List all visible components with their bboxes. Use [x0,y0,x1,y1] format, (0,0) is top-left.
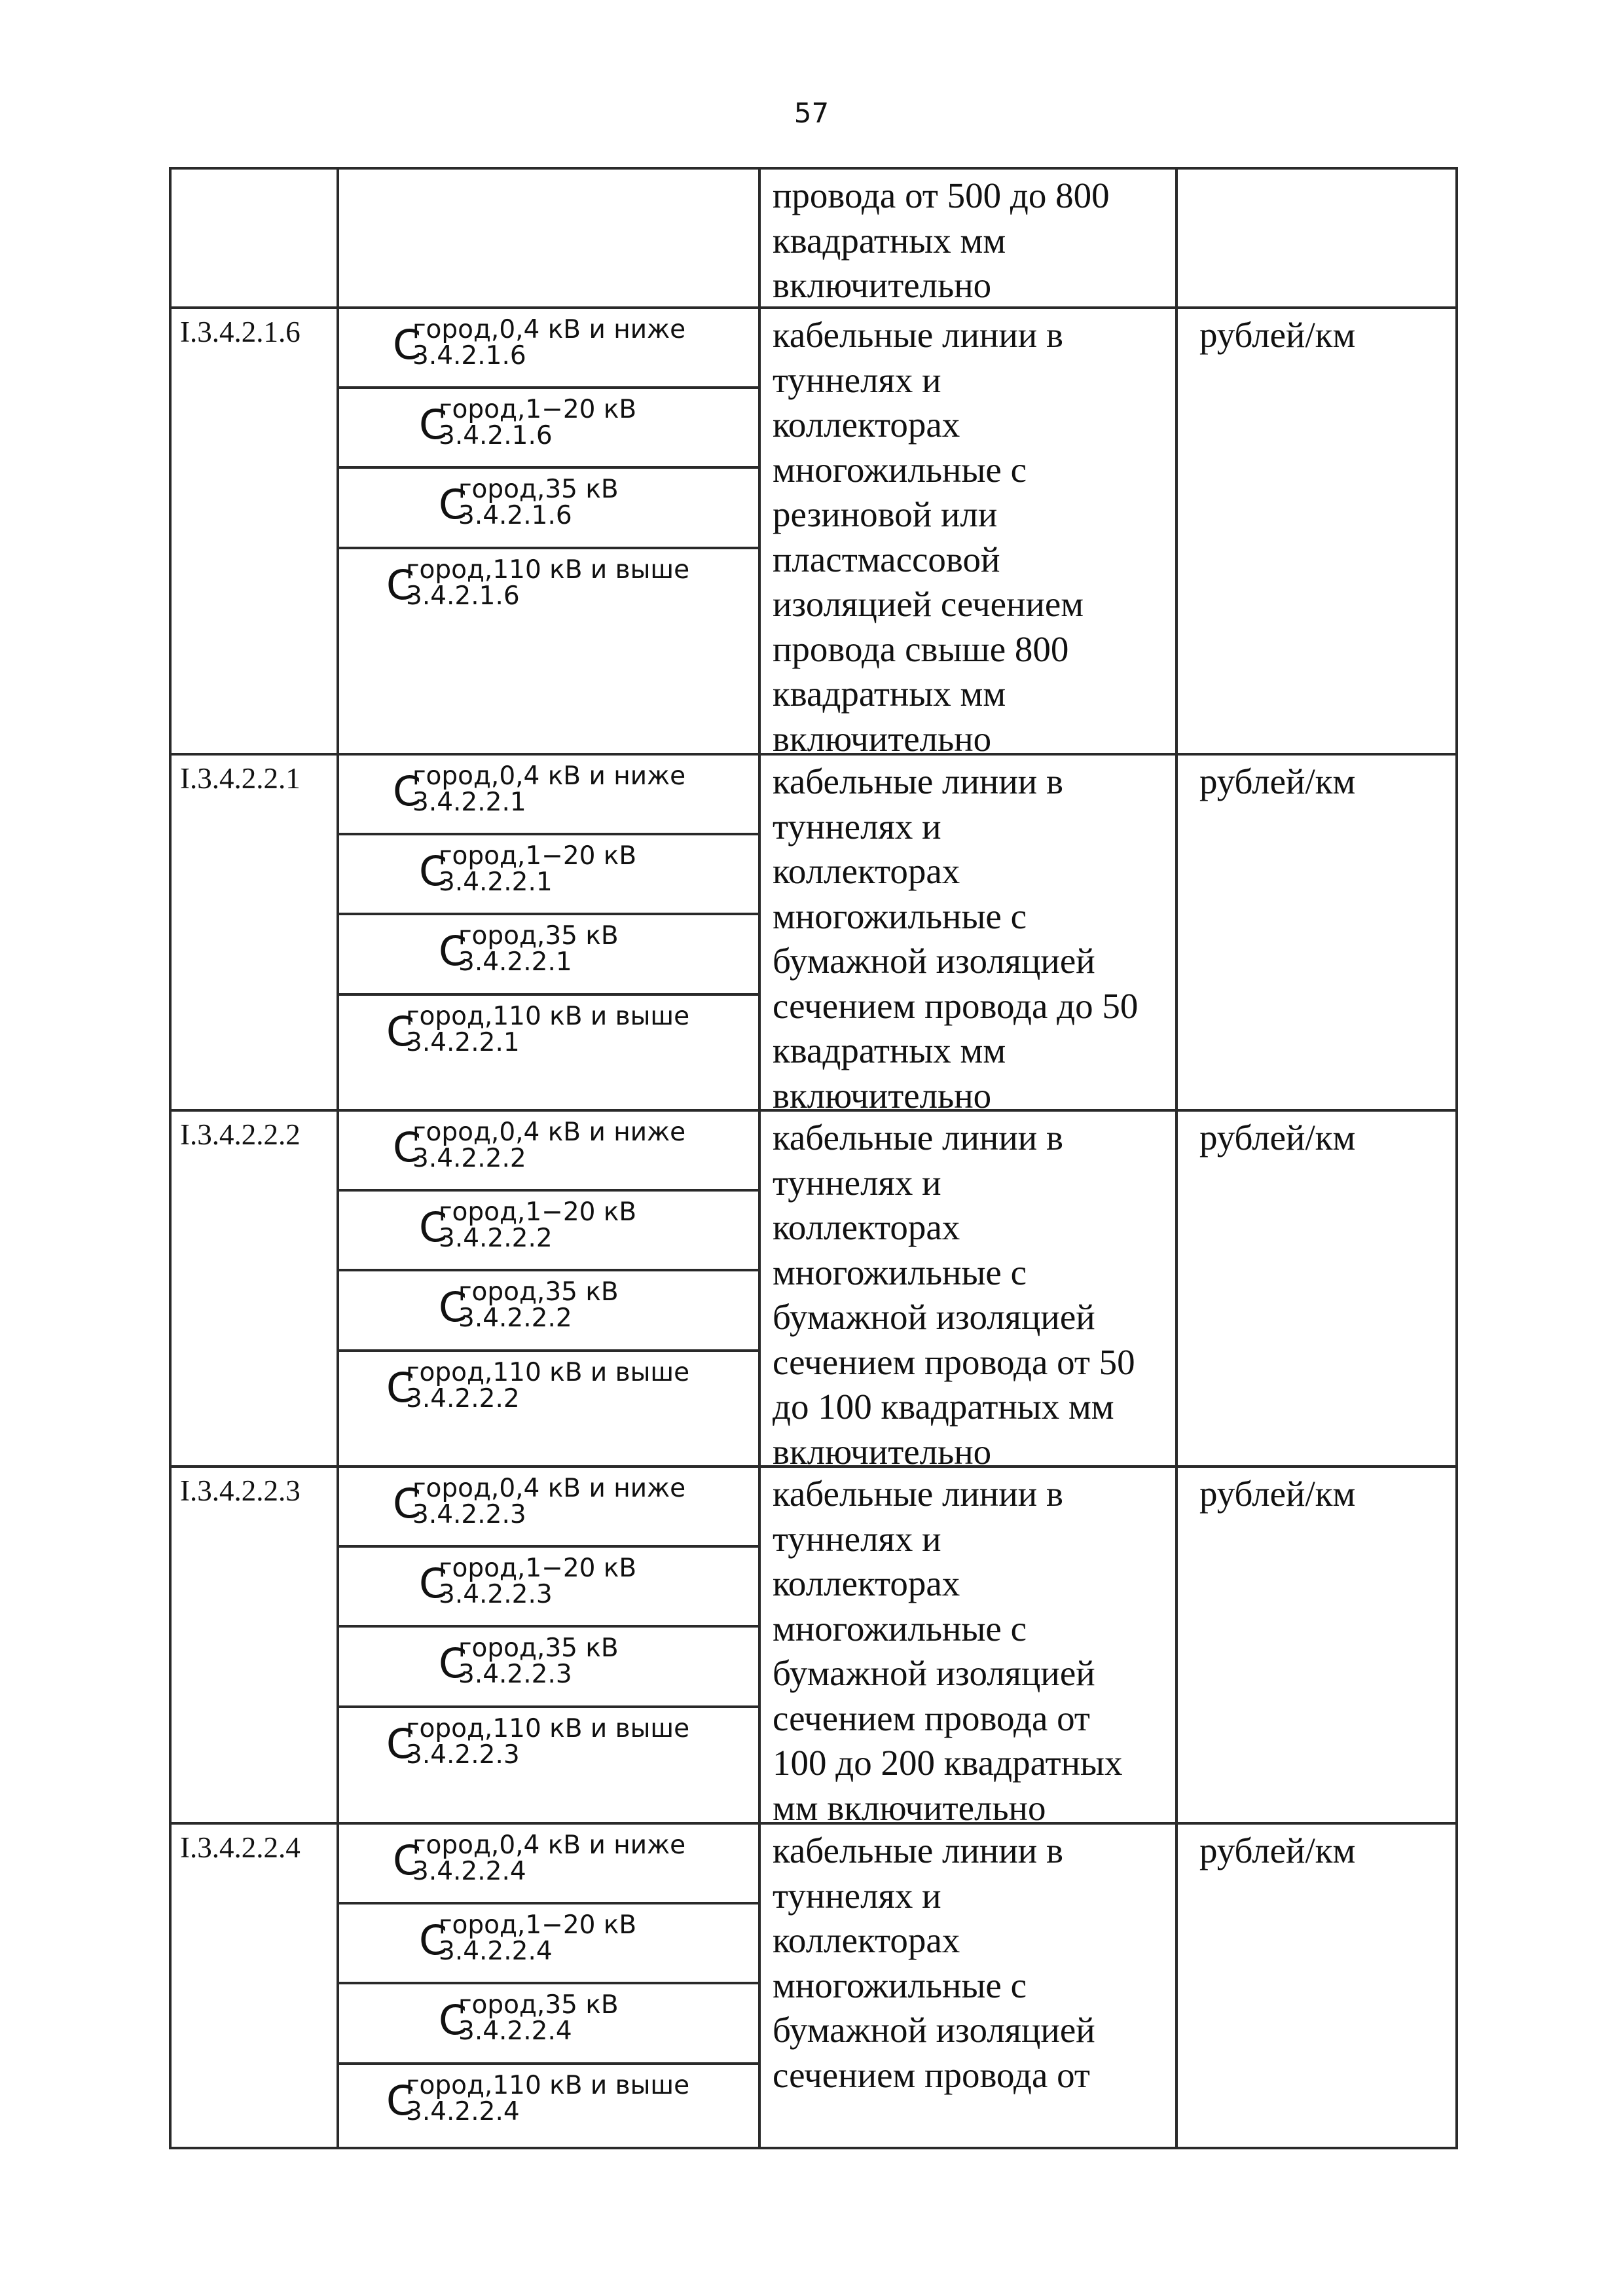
description-line: сечением провода от [773,1698,1090,1738]
table-cell-unit: рублей/км [1199,315,1356,355]
description-line: сечением провода от [773,2054,1090,2095]
description-line: коллекторах [773,1563,960,1603]
formula-symbol: C [439,1639,467,1687]
description-line: коллекторах [773,1920,960,1960]
table-cell-unit: рублей/км [1199,1831,1356,1870]
description-line: резиновой или [773,494,998,534]
table-cell-code: I.3.4.2.1.6 [180,316,301,348]
table-cell-description [773,759,1178,1118]
table-rule [337,1902,761,1904]
page-number: 57 [793,97,830,129]
formula-superscript: город,0,4 кВ и ниже [412,761,686,791]
table-rule [337,833,761,835]
description-line: бумажной изоляцией [773,1297,1095,1337]
table-cell-description [773,1116,1178,1474]
table-rule [337,1982,761,1984]
description-line: включительно [773,718,992,759]
formula-superscript: город,110 кВ и выше [406,2071,690,2100]
formula-subscript: 3.4.2.2.2 [406,1384,520,1413]
description-line: многожильные с [773,896,1027,936]
formula-symbol: C [393,1480,422,1527]
description-line: до 100 квадратных мм [773,1387,1114,1427]
formula-symbol: C [386,561,415,609]
table-cell-code: I.3.4.2.2.4 [180,1831,301,1864]
formula-subscript: 3.4.2.2.3 [458,1660,572,1689]
description-line: туннелях и [773,806,941,847]
description-line: кабельные линии в [773,315,1063,355]
formula-symbol: C [419,401,448,448]
description-line: мм включительно [773,1787,1046,1828]
description-line: туннелях и [773,1162,941,1203]
formula-symbol: C [386,2077,415,2124]
formula-superscript: город,1−20 кВ [439,841,637,871]
formula-superscript: город,35 кВ [458,1990,619,2020]
formula-subscript: 3.4.2.2.4 [458,2016,572,2046]
formula-superscript: город,110 кВ и выше [406,1714,690,1743]
formula-symbol: C [386,1720,415,1768]
description-line: бумажной изоляцией [773,941,1095,981]
formula-superscript: город,110 кВ и выше [406,555,690,585]
formula-subscript: 3.4.2.1.6 [439,421,553,450]
description-line: кабельные линии в [773,761,1063,801]
description-line: туннелях и [773,359,941,400]
description-line: туннелях и [773,1875,941,1916]
description-line: многожильные с [773,1608,1027,1649]
table-cell-unit: рублей/км [1199,761,1356,801]
description-line: сечением провода от 50 [773,1341,1135,1382]
table-cell-unit: рублей/км [1199,1118,1356,1157]
table-cell-description [773,1472,1178,1831]
formula-superscript: город,35 кВ [458,921,619,951]
table-rule [169,167,1458,170]
description-line: квадратных мм [773,674,1006,714]
formula-superscript: город,1−20 кВ [439,1554,637,1583]
table-cell-code: I.3.4.2.2.1 [180,762,301,795]
table-rule [337,386,761,389]
formula-symbol: C [386,1364,415,1412]
table-rule [337,167,339,2149]
description-line: включительно [773,265,992,305]
formula-superscript: город,110 кВ и выше [406,1358,690,1387]
formula-symbol: C [439,927,467,975]
table-rule [1455,167,1458,2149]
description-line: кабельные линии в [773,1474,1063,1514]
formula-subscript: 3.4.2.1.6 [406,581,520,611]
description-line: пластмассовой [773,539,1000,579]
description-line: коллекторах [773,851,960,891]
description-line: многожильные с [773,1252,1027,1292]
table-rule [337,466,761,469]
formula-symbol: C [439,1283,467,1331]
table-rule [337,913,761,915]
formula-superscript: город,0,4 кВ и ниже [412,1831,686,1860]
description-line: квадратных мм [773,1030,1006,1070]
table-cell-unit: рублей/км [1199,1474,1356,1514]
table-cell-description [773,313,1178,761]
table-cell-description [773,173,1178,308]
formula-superscript: город,35 кВ [458,1633,619,1663]
description-line: провода от 500 до 800 [773,175,1110,215]
formula-symbol: C [419,1559,448,1607]
table-rule [169,167,172,2149]
formula-superscript: город,1−20 кВ [439,1910,637,1940]
formula-symbol: C [393,321,422,369]
formula-superscript: город,1−20 кВ [439,1197,637,1227]
formula-subscript: 3.4.2.2.3 [406,1740,520,1770]
formula-subscript: 3.4.2.2.2 [439,1224,553,1253]
formula-subscript: 3.4.2.1.6 [458,501,572,530]
description-line: включительно [773,1431,992,1472]
formula-symbol: C [419,1203,448,1251]
description-line: кабельные линии в [773,1831,1063,1870]
description-line: коллекторах [773,405,960,445]
description-line: многожильные с [773,1965,1027,2005]
formula-superscript: город,0,4 кВ и ниже [412,1474,686,1503]
table-rule [337,1269,761,1271]
formula-superscript: город,35 кВ [458,475,619,504]
description-line: включительно [773,1075,992,1116]
description-line: коллекторах [773,1207,960,1247]
formula-subscript: 3.4.2.2.2 [412,1144,526,1173]
description-line: сечением провода до 50 [773,985,1139,1026]
formula-superscript: город,35 кВ [458,1277,619,1307]
formula-subscript: 3.4.2.2.4 [439,1937,553,1966]
formula-superscript: город,110 кВ и выше [406,1002,690,1031]
formula-subscript: 3.4.2.2.1 [458,947,572,977]
description-line: туннелях и [773,1518,941,1559]
table-rule [337,547,761,549]
formula-superscript: город,0,4 кВ и ниже [412,315,686,344]
table-rule [337,1705,761,1708]
description-line: кабельные линии в [773,1118,1063,1157]
table-cell-code: I.3.4.2.2.3 [180,1474,301,1507]
formula-symbol: C [386,1008,415,1055]
formula-superscript: город,1−20 кВ [439,395,637,424]
formula-subscript: 3.4.2.2.1 [406,1028,520,1057]
formula-subscript: 3.4.2.2.4 [412,1857,526,1886]
table-rule [758,167,761,2149]
formula-symbol: C [439,1996,467,2044]
formula-symbol: C [393,767,422,815]
table-cell-code: I.3.4.2.2.2 [180,1118,301,1151]
description-line: бумажной изоляцией [773,1653,1095,1693]
table-cell-description [773,1829,1178,2098]
description-line: квадратных мм [773,220,1006,261]
formula-subscript: 3.4.2.1.6 [412,341,526,371]
formula-subscript: 3.4.2.2.1 [439,867,553,897]
table-rule [337,2062,761,2065]
table-rule [337,1545,761,1548]
description-line: многожильные с [773,449,1027,490]
description-line: изоляцией сечением [773,584,1084,624]
formula-symbol: C [393,1123,422,1171]
table-rule [337,1349,761,1352]
formula-symbol: C [419,1916,448,1964]
formula-symbol: C [439,481,467,528]
formula-symbol: C [393,1836,422,1884]
formula-symbol: C [419,847,448,895]
formula-subscript: 3.4.2.2.3 [412,1500,526,1529]
formula-superscript: город,0,4 кВ и ниже [412,1118,686,1147]
table-rule [169,2147,1458,2149]
description-line: провода свыше 800 [773,629,1069,669]
formula-subscript: 3.4.2.2.3 [439,1580,553,1609]
table-rule [337,1189,761,1192]
table-rule [337,993,761,996]
description-line: 100 до 200 квадратных [773,1743,1123,1783]
table-rule [337,1625,761,1628]
formula-subscript: 3.4.2.2.2 [458,1303,572,1333]
formula-subscript: 3.4.2.2.1 [412,788,526,817]
description-line: бумажной изоляцией [773,2010,1095,2050]
formula-subscript: 3.4.2.2.4 [406,2097,520,2126]
